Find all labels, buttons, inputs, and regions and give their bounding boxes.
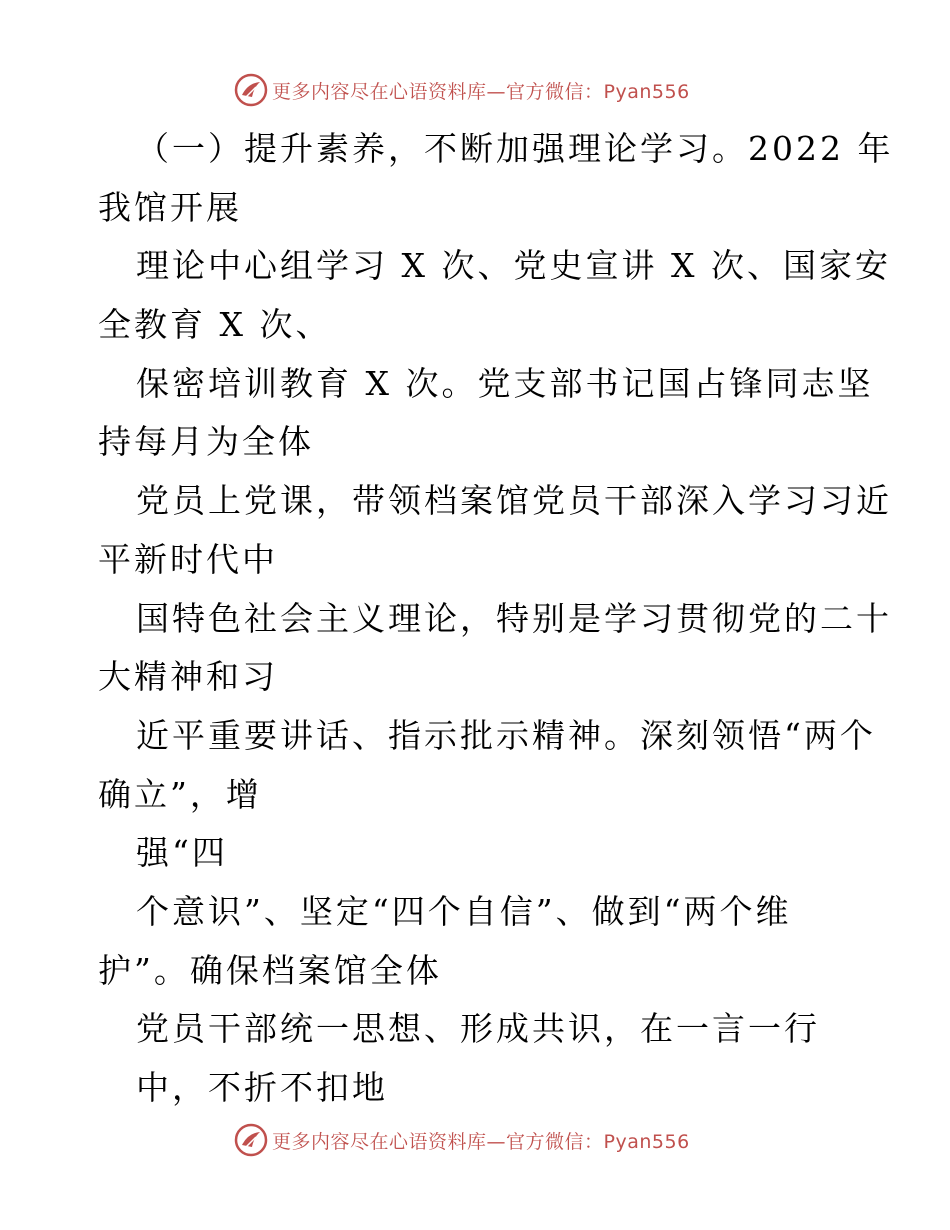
body-line: 持每月为全体 bbox=[98, 422, 314, 462]
body-line: 近平重要讲话、指示批示精神。深刻领悟“两个 bbox=[136, 715, 876, 755]
body-line: 大精神和习 bbox=[98, 657, 278, 697]
body-line: 中，不折不扣地 bbox=[136, 1068, 388, 1107]
body-line: 个意识”、坚定“四个自信”、做到“两个维 bbox=[136, 891, 792, 931]
body-line: 理论中心组学习 X 次、党史宣讲 X 次、国家安 bbox=[136, 246, 891, 286]
body-line: 党员上党课，带领档案馆党员干部深入学习习近 bbox=[136, 481, 892, 521]
document-body bbox=[98, 120, 894, 1118]
body-line: 强“四 bbox=[136, 833, 228, 873]
seal-logo-icon bbox=[234, 73, 268, 107]
body-line: （一）提升素养，不断加强理论学习。2022 年 bbox=[136, 129, 894, 168]
header-banner-text: 更多内容尽在心语资料库—官方微信：Pyan556 bbox=[272, 80, 690, 103]
seal-logo-icon bbox=[234, 1123, 268, 1157]
footer-banner-text: 更多内容尽在心语资料库—官方微信：Pyan556 bbox=[272, 1130, 690, 1153]
body-line: 平新时代中 bbox=[98, 539, 278, 579]
body-line: 我馆开展 bbox=[98, 187, 242, 227]
body-line: 党员干部统一思想、形成共识，在一言一行 bbox=[136, 1009, 820, 1049]
body-line: 保密培训教育 X 次。党支部书记国占锋同志坚 bbox=[136, 363, 874, 403]
header-banner bbox=[234, 70, 734, 110]
footer-banner bbox=[234, 1120, 734, 1160]
body-line: 全教育 X 次、 bbox=[98, 305, 332, 345]
body-line: 确立”，增 bbox=[98, 774, 262, 814]
body-line: 护”。确保档案馆全体 bbox=[98, 950, 442, 990]
body-line: 国特色社会主义理论，特别是学习贯彻党的二十 bbox=[136, 598, 892, 638]
